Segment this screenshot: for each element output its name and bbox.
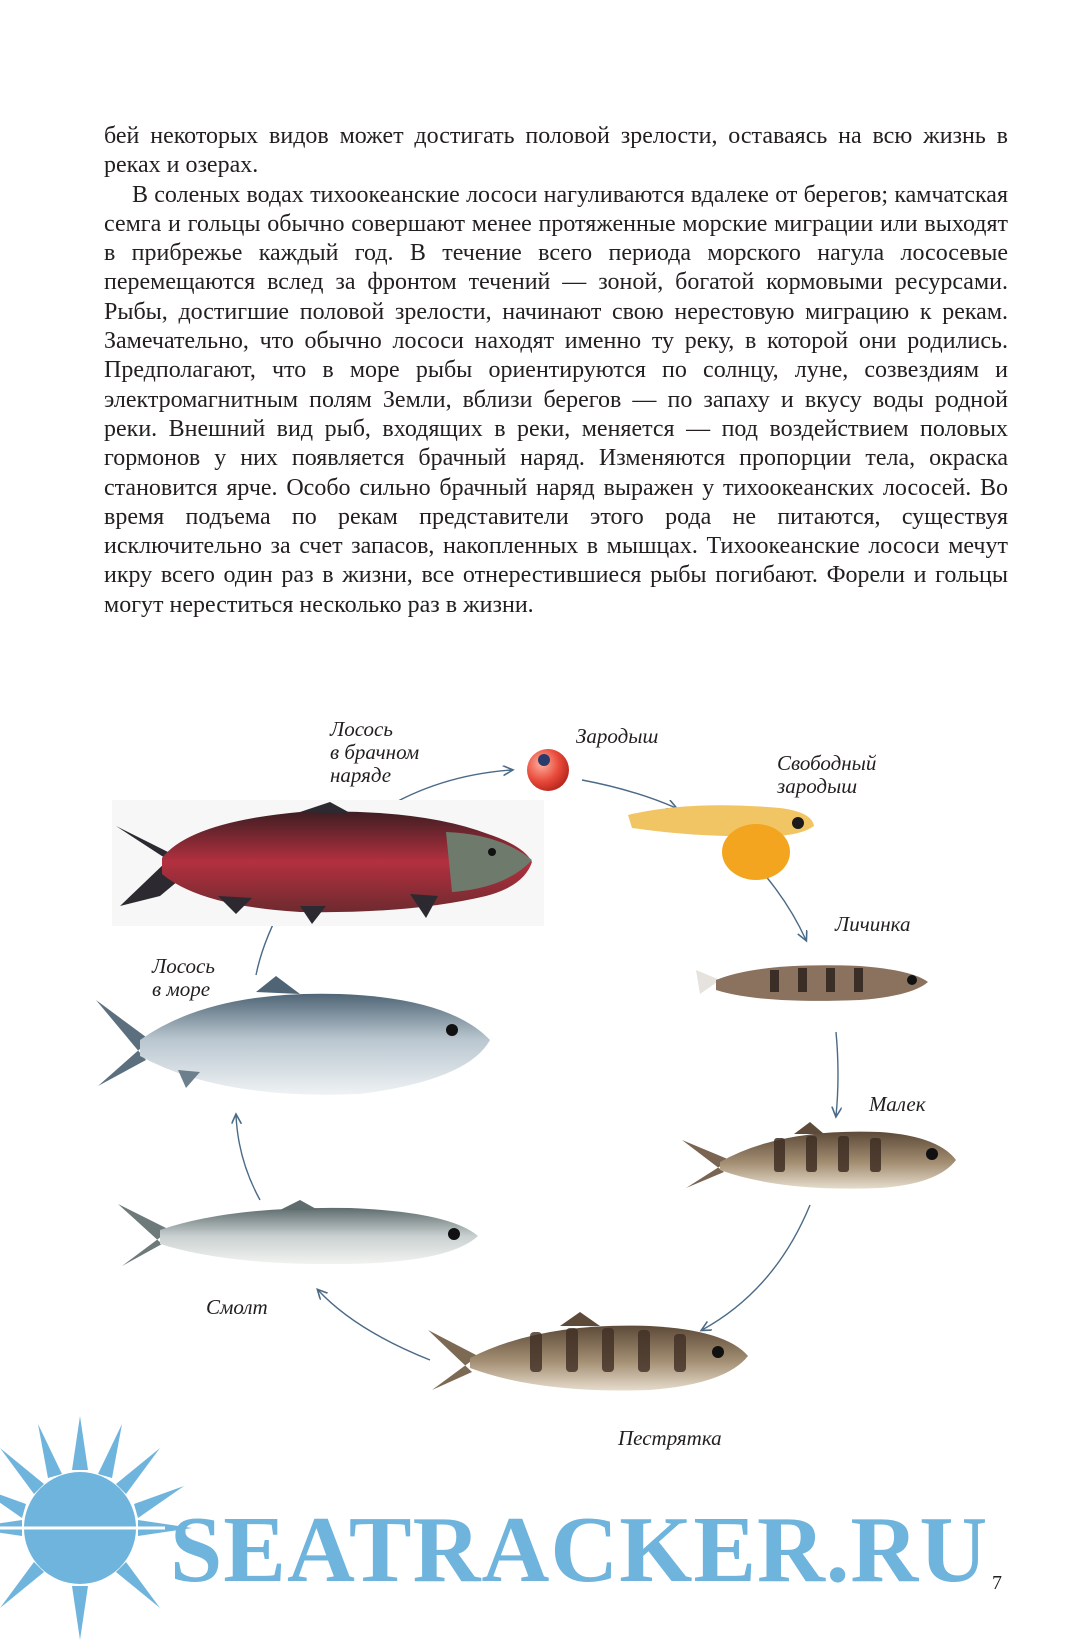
paragraph-1: бей некоторых видов может достигать половой зрелости, оставаясь на всю жизнь в реках и озерах. (104, 123, 1008, 179)
label-embryo: Зародыш (576, 724, 659, 748)
label-free-embryo: Свободный зародыш (777, 751, 877, 798)
parr-image (428, 1312, 748, 1391)
paragraph-2: В соленых водах тихоокеанские лососи нагуливаются вдалеке от берегов; камчатская семга и гольцы обычно совершают менее протяженные морские миграции или выходят в прибрежье каждый год. В течение всего периода морского нагула лососевые перемещаются вслед за фронтом течений — зоной, богатой кормовыми ресурсами. Рыбы, достигшие половой зрелости, начинают свою нерестовую миграцию к рекам. Замечательно, что обычно лососи находят именно ту реку, в которой они родились. Предполагают, что в море рыбы ориентируются по солнцу, луне, созвездиям и электромагнитным полям Земли, вблизи берегов — по запаху и вкусу воды родной реки. Внешний вид рыб, входящих в реки, меняется — под воздействием половых гормонов у них появляется брачный наряд. Изменяются пропорции тела, окраска становится ярче. Особо сильно брачный наряд выражен у тихоокеанских лососей. Во время подъема по рекам представители этого рода не питаются, существуя исключительно за счет запасов, накопленных в мышцах. Тихоокеанские лососи мечут икру всего один раз в жизни, все отнерестившиеся рыбы погибают. Форели и гольцы могут нереститься несколько раз в жизни. (104, 181, 1008, 618)
label-larva: Личинка (835, 912, 911, 936)
page-number: 7 (992, 1572, 1002, 1594)
label-fry: Малек (869, 1092, 926, 1116)
smolt-image (118, 1200, 478, 1266)
label-spawning-salmon: Лосось в брачном наряде (330, 717, 420, 787)
arrow-free-embryo-to-larva (764, 874, 806, 940)
arrow-parr-to-smolt (318, 1290, 430, 1360)
label-parr: Пестрятка (618, 1426, 722, 1450)
spawning-salmon-image (112, 800, 544, 926)
watermark-text: SEATRACKER.RU (170, 1498, 989, 1602)
arrow-embryo-to-free-embryo (582, 780, 676, 808)
arrow-smolt-to-sea (236, 1115, 260, 1200)
free-embryo-image (628, 805, 814, 880)
label-sea-salmon: Лосось в море (152, 954, 215, 1001)
embryo-egg-image (527, 749, 569, 791)
arrow-larva-to-fry (836, 1032, 838, 1116)
label-smolt: Смолт (206, 1295, 268, 1319)
fry-image (682, 1122, 956, 1189)
arrow-fry-to-parr (702, 1205, 810, 1330)
larva-image (696, 965, 928, 1001)
